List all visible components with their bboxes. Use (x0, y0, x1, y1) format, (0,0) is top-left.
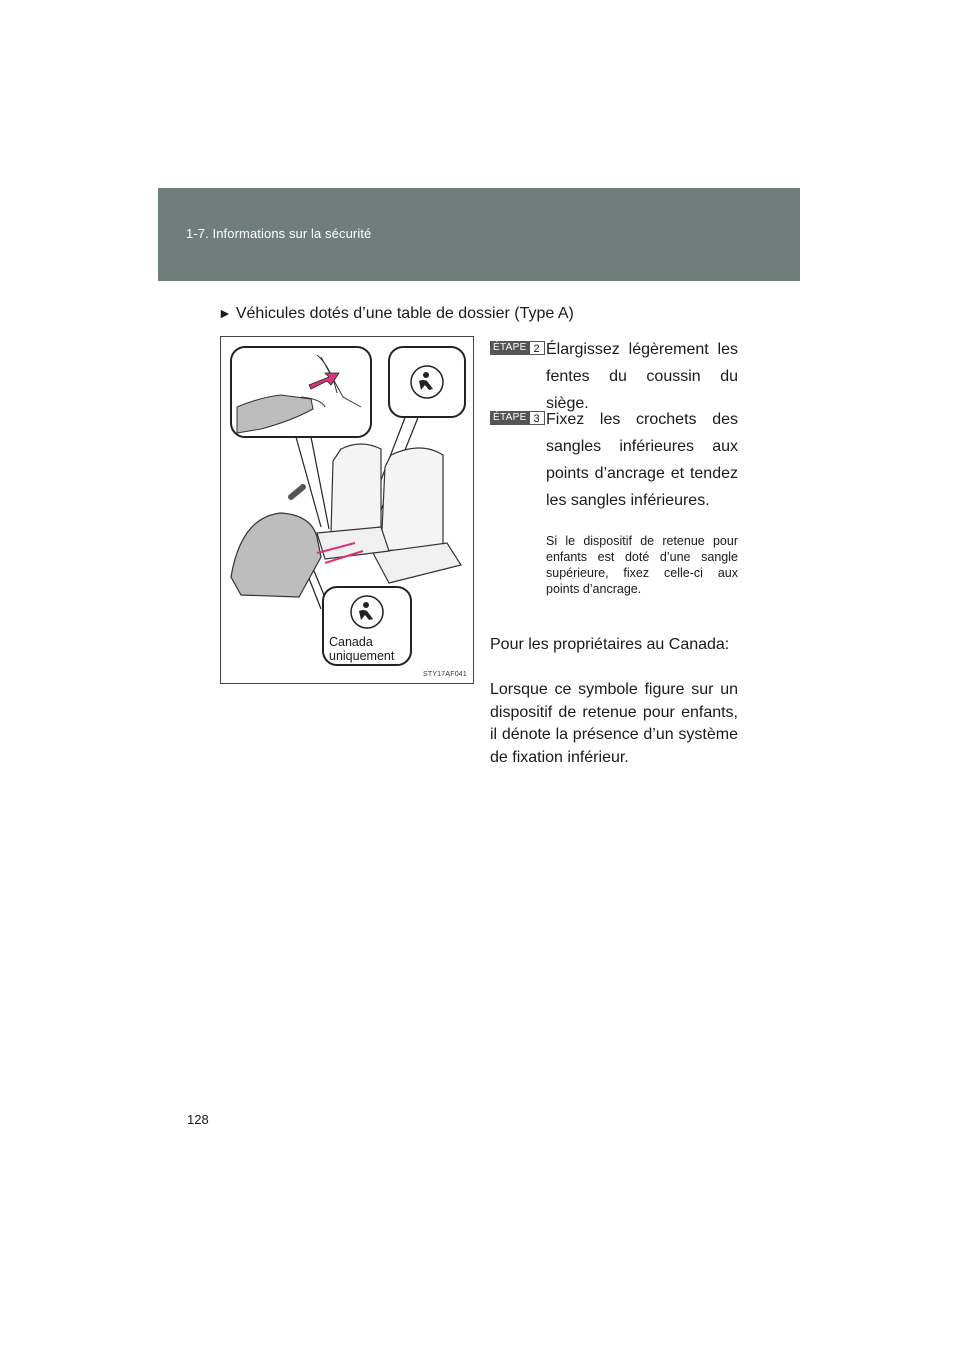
step-text: Fixez les crochets des sangles inférieures aux points d’ancrage et tendez les sangles inférieures. (546, 411, 738, 509)
top-tether-note: Si le dispositif de retenue pour enfants est doté d’une sangle supérieure, fixez celle-ci aux points d’ancrage. (546, 534, 738, 596)
section-header (158, 188, 800, 281)
child-seat-illustration (221, 337, 475, 685)
page-number: 128 (187, 1112, 209, 1127)
step-2 (490, 336, 738, 417)
canada-body: Lorsque ce symbole figure sur un dispositif de retenue pour enfants, il dénote la présence d’un système de fixation inférieur. (490, 681, 738, 766)
step-badge (490, 411, 545, 425)
step-badge-number: 2 (530, 341, 545, 355)
triangle-marker-icon: ► (218, 305, 232, 321)
canada-label-line1: Canada (329, 635, 373, 649)
step-badge-label: ÉTAPE (490, 341, 530, 355)
step-badge-number: 3 (530, 411, 545, 425)
canada-only-label (329, 635, 394, 663)
section-title: 1-7. Informations sur la sécurité (186, 226, 372, 241)
illustration-figure (220, 336, 474, 684)
step-text: Élargissez légèrement les fentes du coussin du siège. (546, 341, 738, 412)
canada-label-line2: uniquement (329, 649, 395, 663)
step-3 (490, 406, 738, 514)
subheading (218, 305, 574, 323)
step-badge (490, 341, 545, 355)
step-badge-label: ÉTAPE (490, 411, 530, 425)
figure-code: STY17AF041 (422, 671, 467, 678)
subheading-text: Véhicules dotés d’une table de dossier (Type A) (235, 305, 574, 322)
canada-heading: Pour les propriétaires au Canada: (490, 636, 730, 653)
